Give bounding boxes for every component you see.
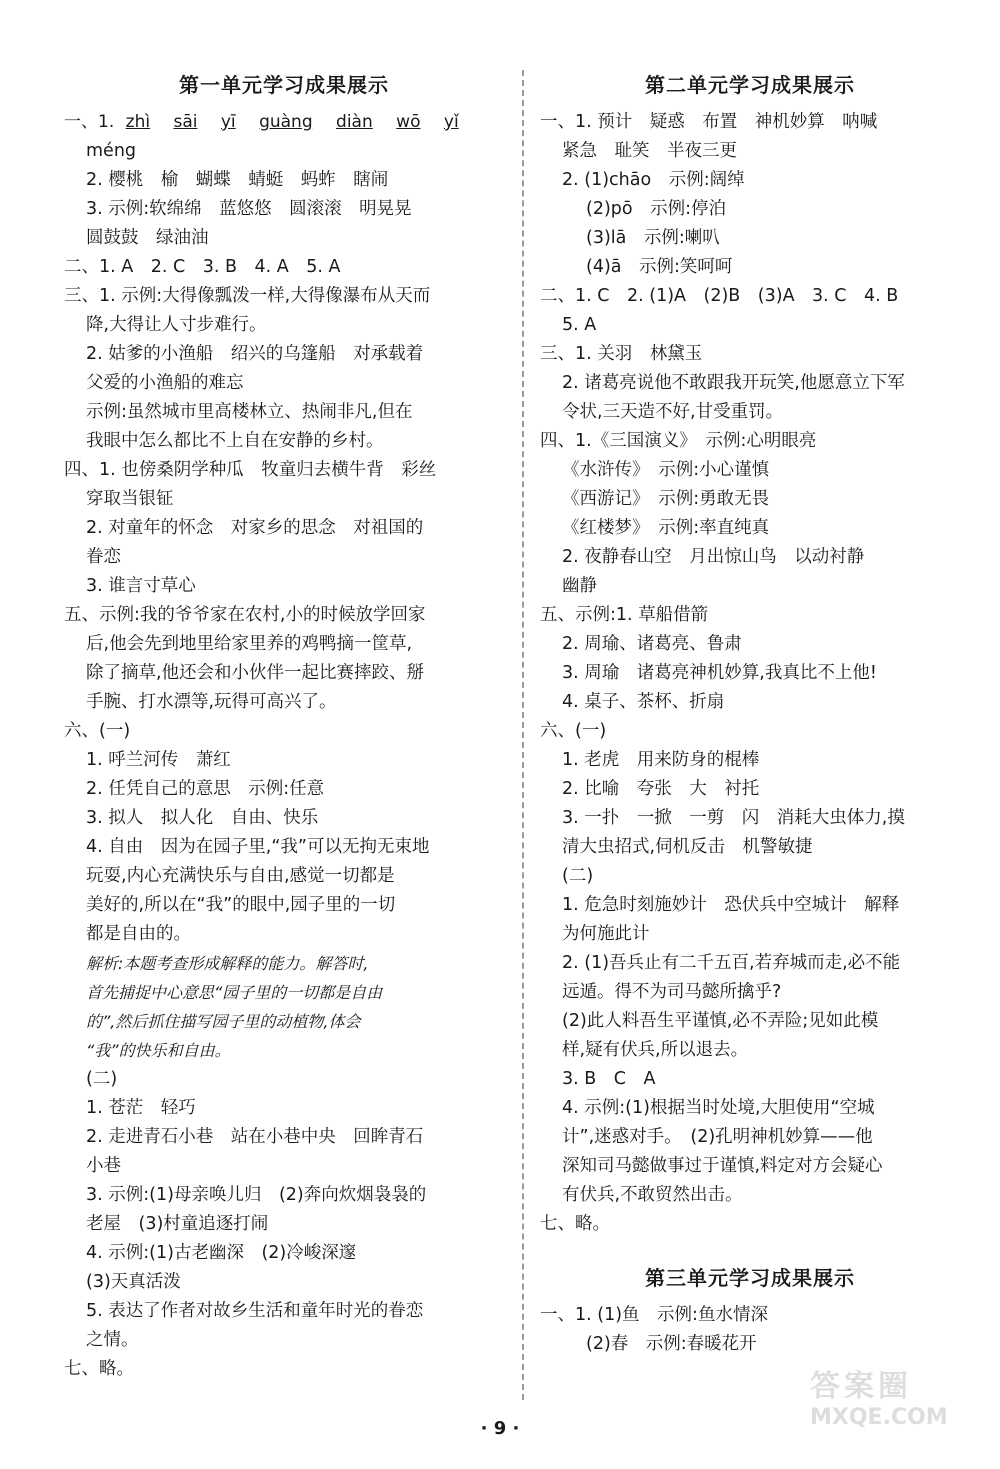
answer-line: 5. 表达了作者对故乡生活和童年时光的眷恋 [86,1301,424,1321]
answer-line: 5. A [562,315,597,335]
answer-line: (4)ā 示例:笑呵呵 [586,257,733,277]
answer-lines-unit-3 [540,1301,960,1359]
answer-line: 七、略。 [64,1359,134,1379]
pinyin-item: guàng [259,112,313,132]
answer-line: 1. 老虎 用来防身的棍棒 [562,750,760,770]
answer-line: 2. 夜静春山空 月出惊山鸟 以动衬静 [562,547,865,567]
pinyin-item: diàn [336,112,373,132]
answer-line: (2)春 示例:春暖花开 [586,1334,757,1354]
answer-line: 手腕、打水漂等,玩得可高兴了。 [86,692,337,712]
answer-line: 4. 桌子、茶杯、折扇 [562,692,725,712]
section-title-unit-1: 第一单元学习成果展示 [179,73,389,97]
section-gap [540,1239,960,1255]
pinyin-item: wō [396,112,421,132]
answer-line: 《水浒传》 示例:小心谨慎 [562,460,770,480]
answer-line: (3)lā 示例:喇叭 [586,228,720,248]
answer-line: 样,疑有伏兵,所以退去。 [562,1040,749,1060]
watermark-logo [810,1361,980,1451]
answer-line: 四、1. 也傍桑阴学种瓜 牧童归去横牛背 彩丝 [64,460,437,480]
answer-line: 计”,迷惑对手。 (2)孔明神机妙算——他 [562,1127,873,1147]
answer-line: 3. 拟人 拟人化 自由、快乐 [86,808,319,828]
answer-line: 四、1.《三国演义》 示例:心明眼亮 [540,431,817,451]
answer-line: 眷恋 [86,547,121,567]
right-column [540,62,960,1359]
answer-line: 五、示例:1. 草船借箭 [540,605,709,625]
answer-line: 穿取当银钲 [86,489,174,509]
answer-line: 2. 任凭自己的意思 示例:任意 [86,779,325,799]
answer-line: 远遁。得不为司马懿所擒乎? [562,982,782,1002]
watermark-text-bottom: MXQE.COM [810,1405,948,1430]
answer-line: 4. 示例:(1)古老幽深 (2)冷峻深邃 [86,1243,357,1263]
answer-line: 圆鼓鼓 绿油油 [86,228,209,248]
answer-line: 降,大得让人寸步难行。 [86,315,267,335]
answer-line: 父爱的小渔船的难忘 [86,373,244,393]
analysis-line: “我”的快乐和自由。 [86,1041,231,1060]
answer-line: 一、1. 预计 疑惑 布置 神机妙算 呐喊 [540,112,878,132]
analysis-line: 的”,然后抓住描写园子里的动植物,体会 [86,1012,361,1031]
answer-line: 3. 周瑜 诸葛亮神机妙算,我真比不上他! [562,663,877,683]
answer-line: (2)此人料吾生平谨慎,必不弄险;见如此模 [562,1011,879,1031]
answer-line: 2. 走进青石小巷 站在小巷中央 回眸青石 [86,1127,424,1147]
answer-line: (3)天真活泼 [86,1272,181,1292]
answer-line: 3. 示例:软绵绵 蓝悠悠 圆滚滚 明晃晃 [86,199,412,219]
analysis-line: 解析:本题考查形成解释的能力。解答时, [86,954,369,973]
page-number: · 9 · [480,1418,520,1439]
answer-line: 都是自由的。 [86,924,191,944]
answer-line: 除了摘草,他还会和小伙伴一起比赛摔跤、掰 [86,663,425,683]
answer-line: 六、(一) [64,721,131,741]
answer-line: 我眼中怎么都比不上自在安静的乡村。 [86,431,384,451]
answer-line: 紧急 耻笑 半夜三更 [562,141,737,161]
answer-line: 《西游记》 示例:勇敢无畏 [562,489,770,509]
answer-line: 3. 一扑 一掀 一剪 闪 消耗大虫体力,摸 [562,808,905,828]
answer-line: 三、1. 示例:大得像瓢泼一样,大得像瀑布从天而 [64,286,431,306]
section-title-unit-2: 第二单元学习成果展示 [645,73,855,97]
answer-line: 3. 示例:(1)母亲唤儿归 (2)奔向炊烟袅袅的 [86,1185,427,1205]
answer-line: 1. 苍茫 轻巧 [86,1098,196,1118]
answer-line: 《红楼梦》 示例:率直纯真 [562,518,770,538]
answer-line: 幽静 [562,576,597,596]
pinyin-item: sāi [173,112,198,132]
answer-line: 2. 比喻 夸张 大 衬托 [562,779,760,799]
column-divider [522,70,524,1400]
answer-line: (2)pō 示例:停泊 [586,199,726,219]
answer-line: 为何施此计 [562,924,650,944]
answer-line: 有伏兵,不敢贸然出击。 [562,1185,743,1205]
answer-line: 2. 姑爹的小渔船 绍兴的乌篷船 对承载着 [86,344,424,364]
answer-line: 2. (1)吾兵止有二千五百,若弃城而走,必不能 [562,953,901,973]
answer-line: 玩耍,内心充满快乐与自由,感觉一切都是 [86,866,395,886]
left-column [64,62,504,1384]
answer-line: 小巷 [86,1156,121,1176]
answer-line: 后,他会先到地里给家里养的鸡鸭摘一筐草, [86,634,413,654]
answer-line: 美好的,所以在“我”的眼中,园子里的一切 [86,895,396,915]
answer-line: méng [86,141,137,161]
answer-line: 清大虫招式,伺机反击 机警敏捷 [562,837,813,857]
answer-line: 令状,三天造不好,甘受重罚。 [562,402,784,422]
answer-line: 3. 谁言寸草心 [86,576,196,596]
answer-line: (二) [562,866,594,886]
pinyin-item: zhì [125,112,151,132]
answer-lines-unit-1 [64,137,504,1384]
watermark-text-top: 答案圈 [810,1369,912,1404]
answer-line: 示例:虽然城市里高楼林立、热闹非凡,但在 [86,402,413,422]
answer-line: 1. 危急时刻施妙计 恐伏兵中空城计 解释 [562,895,900,915]
answer-line: 2. (1)chāo 示例:阔绰 [562,170,745,190]
answer-line: 五、示例:我的爷爷家在农村,小的时候放学回家 [64,605,426,625]
pinyin-item: yǐ [443,112,459,132]
answer-line: 老屋 (3)村童追逐打闹 [86,1214,269,1234]
answer-line: 六、(一) [540,721,607,741]
answer-line: 1. 呼兰河传 萧红 [86,750,231,770]
answer-lines-unit-2 [540,108,960,1239]
analysis-line: 首先捕捉中心意思“园子里的一切都是自由 [86,983,383,1002]
pinyin-item: yī [220,112,236,132]
answer-line: 深知司马懿做事过于谨慎,料定对方会疑心 [562,1156,883,1176]
answer-line: 二、1. C 2. (1)A (2)B (3)A 3. C 4. B [540,286,899,306]
answer-line: (二) [86,1069,118,1089]
answer-line: 4. 示例:(1)根据当时处境,大胆使用“空城 [562,1098,875,1118]
pinyin-prefix: 一、1. [64,112,115,132]
section-title-unit-3: 第三单元学习成果展示 [645,1266,855,1290]
answer-line: 4. 自由 因为在园子里,“我”可以无拘无束地 [86,837,430,857]
answer-line: 一、1. (1)鱼 示例:鱼水情深 [540,1305,768,1325]
answer-line: 2. 诸葛亮说他不敢跟我开玩笑,他愿意立下军 [562,373,905,393]
answer-line: 三、1. 关羽 林黛玉 [540,344,703,364]
answer-line: 之情。 [86,1330,139,1350]
answer-line: 2. 樱桃 榆 蝴蝶 蜻蜓 蚂蚱 瞎闹 [86,170,389,190]
answer-line: 二、1. A 2. C 3. B 4. A 5. A [64,257,341,277]
answer-line: 七、略。 [540,1214,610,1234]
pinyin-line [64,108,504,137]
answer-line: 2. 周瑜、诸葛亮、鲁肃 [562,634,742,654]
answer-line: 3. B C A [562,1069,656,1089]
answer-line: 2. 对童年的怀念 对家乡的思念 对祖国的 [86,518,424,538]
